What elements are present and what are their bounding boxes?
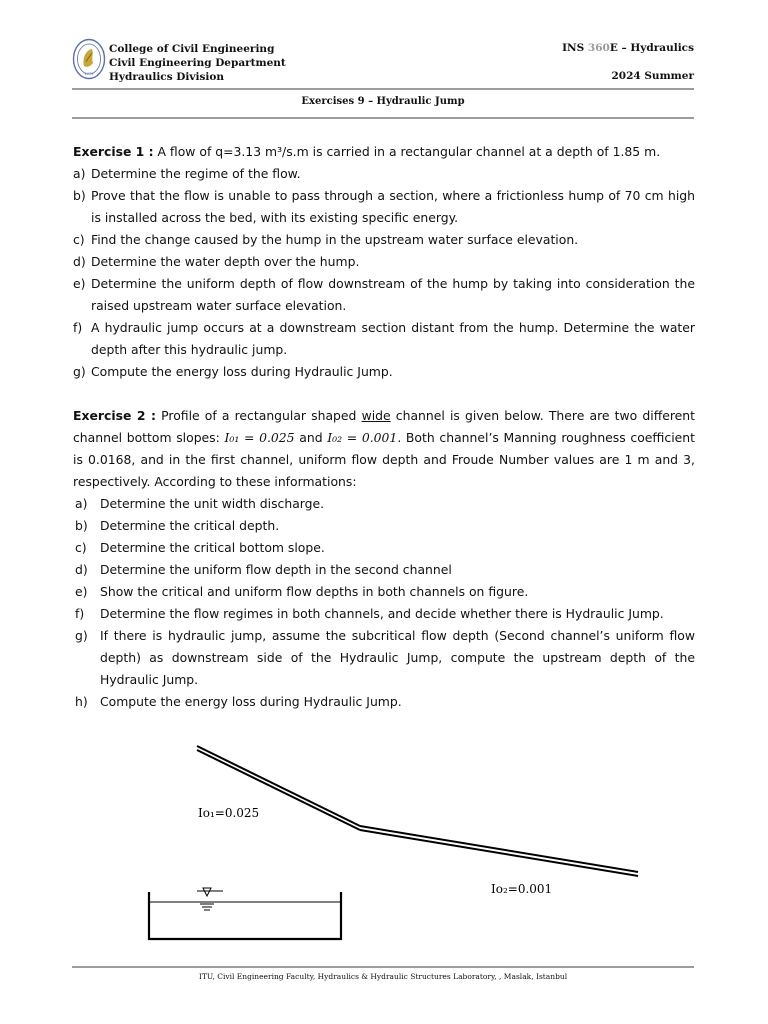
slope-2-label: Io₂=0.001 (491, 882, 553, 896)
list-item: e) Show the critical and uniform flow depths in both channels on figure. (75, 584, 529, 599)
list-item: c) Find the change caused by the hump in the upstream water surface elevation. (73, 232, 579, 247)
list-item: d) Determine the water depth over the hump. (73, 254, 360, 269)
svg-text:1773: 1773 (84, 72, 94, 76)
title-rule (72, 117, 694, 119)
university-seal-icon (72, 38, 106, 80)
page-title: Exercises 9 – Hydraulic Jump (301, 96, 465, 107)
college-name: College of Civil Engineering (109, 43, 275, 55)
exercise-1 (73, 141, 695, 383)
slope-2-formula: I₀₂ = 0.001 (327, 430, 398, 445)
exercise-2 (73, 405, 695, 713)
course-suffix: E – Hydraulics (609, 42, 694, 54)
list-item: e) Determine the uniform depth of flow downstream of the hump by taking into consideration the raised upstream water surface elevation. (73, 276, 695, 313)
course-prefix: INS (562, 42, 588, 54)
footer-text: ITU, Civil Engineering Faculty, Hydraulics & Hydraulic Structures Laboratory, , Maslak, Istanbul (198, 972, 568, 981)
list-item: a) Determine the regime of the flow. (73, 166, 301, 181)
list-item: b) Determine the critical depth. (75, 518, 280, 533)
list-item: c) Determine the critical bottom slope. (75, 540, 325, 555)
water-surface-icon (197, 888, 223, 910)
list-item: d) Determine the uniform flow depth in the second channel (75, 562, 452, 577)
list-item: f) Determine the flow regimes in both channels, and decide whether there is Hydraulic Jump. (75, 606, 664, 621)
exercise-2-heading: Exercise 2 : (73, 408, 156, 423)
wide-underlined: wide (361, 408, 391, 423)
exercise-2-intro: Exercise 2 : Profile of a rectangular shaped wide channel is given below. There are two different channel bottom slopes: I₀₁ = 0.025 and I₀₂ = 0.001. Both channel’s Manning roughness coefficient is 0.0168, and in the first channel, uniform flow depth and Froude Number values are 1 m and 3, respectively. According to these informations: (73, 408, 696, 489)
footer-rule (72, 966, 694, 968)
exercise-1-intro (73, 141, 695, 163)
exercise-1-text: A flow of q=3.13 m³/s.m is carried in a rectangular channel at a depth of 1.85 m. (153, 144, 661, 159)
list-item: g) Compute the energy loss during Hydraulic Jump. (73, 364, 393, 379)
course-number: 360 (587, 42, 610, 54)
slope-1-formula: I₀₁ = 0.025 (224, 430, 295, 445)
list-item: g) If there is hydraulic jump, assume the subcritical flow depth (Second channel’s uniform flow depth) as downstream side of the Hydraulic Jump, compute the upstream depth of the Hydraulic Jump. (75, 628, 695, 687)
exercise-1-heading: Exercise 1 : (73, 144, 154, 159)
division-name: Hydraulics Division (109, 71, 224, 83)
tank-section (149, 892, 341, 939)
term: 2024 Summer (611, 70, 694, 82)
course-code (562, 42, 694, 54)
institution-block (109, 42, 286, 84)
channel-bed-2 (360, 826, 638, 876)
list-item: f) A hydraulic jump occurs at a downstream section distant from the hump. Determine the water depth after this hydraulic jump. (73, 320, 695, 357)
header-rule (72, 88, 694, 90)
department-name: Civil Engineering Department (109, 57, 286, 69)
channel-profile-figure (0, 700, 768, 960)
list-item: b) Prove that the flow is unable to pass through a section, where a frictionless hump of 70 cm high is installed across the bed, with its existing specific energy. (73, 188, 695, 225)
slope-1-label: Io₁=0.025 (198, 806, 260, 820)
list-item: h) Compute the energy loss during Hydraulic Jump. (75, 694, 402, 709)
list-item: a) Determine the unit width discharge. (75, 496, 325, 511)
